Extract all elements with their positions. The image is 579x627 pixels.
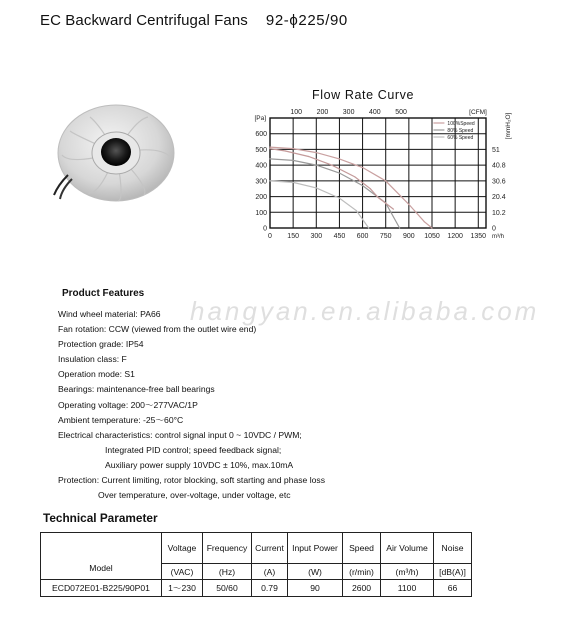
- data-point: [316, 152, 317, 153]
- data-point: [399, 227, 400, 228]
- page-title: [40, 12, 348, 29]
- series-line: [270, 159, 400, 228]
- data-point: [331, 165, 332, 166]
- table-cell: 50/60: [203, 580, 252, 597]
- series-line: [270, 149, 393, 210]
- y-tick-label: 0: [263, 225, 267, 233]
- data-point: [269, 146, 270, 147]
- features-heading: Product Features: [62, 288, 145, 299]
- column-header: Frequency: [203, 533, 252, 564]
- column-unit: (m³/h): [381, 564, 434, 580]
- x-tick-label: 300: [310, 233, 323, 240]
- y-right-axis-unit: [mmH₂O]: [505, 112, 512, 140]
- column-unit: (W): [288, 564, 343, 580]
- y-tick-label: 300: [255, 178, 267, 186]
- x-tick-label: 1050: [424, 233, 440, 240]
- chart-title: Flow Rate Curve: [312, 88, 415, 102]
- model-number: 92-ϕ225/90: [265, 12, 348, 29]
- column-header: Noise: [434, 533, 472, 564]
- y-right-tick-label: 10.2: [492, 209, 506, 217]
- data-point: [339, 198, 340, 199]
- feature-line: Protection grade: IP54: [58, 339, 144, 350]
- y-tick-label: 400: [255, 162, 267, 170]
- data-point: [308, 156, 309, 157]
- y-right-tick-label: 51: [492, 146, 500, 154]
- feature-line: Operation mode: S1: [58, 369, 135, 380]
- x-top-tick-label: 300: [342, 109, 355, 116]
- data-point: [269, 180, 270, 181]
- y-right-tick-label: 0: [492, 225, 496, 233]
- x-top-tick-label: 200: [316, 109, 329, 116]
- x-tick-label: 750: [379, 233, 392, 240]
- table-cell: 1～230: [162, 580, 203, 597]
- data-point: [362, 167, 363, 168]
- data-point: [362, 185, 363, 186]
- data-point: [339, 172, 340, 173]
- data-point: [393, 209, 394, 210]
- data-point: [385, 180, 386, 181]
- column-header: Air Volume: [381, 533, 434, 564]
- x-tick-label: 1200: [447, 233, 463, 240]
- column-header: Speed: [343, 533, 381, 564]
- data-point: [370, 188, 371, 189]
- column-unit: (Hz): [203, 564, 252, 580]
- x-top-tick-label: 400: [369, 109, 381, 116]
- column-unit: (A): [252, 564, 288, 580]
- technical-parameter-table: [40, 532, 472, 597]
- feature-line: Operating voltage: 200～277VAC/1P: [58, 399, 198, 410]
- data-point: [269, 158, 270, 159]
- flow-rate-chart: [248, 100, 516, 250]
- data-point: [354, 176, 355, 177]
- series-line: [270, 181, 369, 228]
- data-point: [285, 150, 286, 151]
- legend-label: 80% Speed: [447, 128, 474, 134]
- feature-line: Over temperature, over-voltage, under voltage, etc: [98, 490, 291, 501]
- data-point: [368, 227, 369, 228]
- y-right-tick-label: 30.6: [492, 178, 506, 186]
- x-axis-unit: m³/h: [492, 234, 504, 240]
- feature-line: Bearings: maintenance-free ball bearings: [58, 384, 215, 395]
- column-unit: (VAC): [162, 564, 203, 580]
- x-tick-label: 150: [287, 233, 299, 240]
- x-tick-label: 900: [403, 233, 415, 240]
- y-tick-label: 500: [255, 146, 267, 154]
- table-cell: 1100: [381, 580, 434, 597]
- feature-line: Wind wheel material: PA66: [58, 309, 161, 319]
- table-cell: 90: [288, 580, 343, 597]
- x-tick-label: 450: [333, 233, 346, 240]
- centrifugal-fan-image: [40, 95, 180, 235]
- features-list: [58, 307, 325, 503]
- legend-label: 60% Speed: [447, 135, 474, 141]
- technical-heading: Technical Parameter: [43, 511, 158, 525]
- table-cell: 2600: [343, 580, 381, 597]
- table-cell: 0.79: [252, 580, 288, 597]
- data-point: [356, 210, 357, 211]
- y-right-tick-label: 20.4: [492, 194, 506, 202]
- table-cell: 66: [434, 580, 472, 597]
- legend-label: 100%Speed: [447, 121, 475, 127]
- x-tick-label: 1350: [470, 233, 487, 240]
- y-tick-label: 600: [255, 131, 267, 139]
- y-tick-label: 100: [255, 209, 267, 217]
- data-point: [424, 221, 425, 222]
- data-point: [293, 148, 294, 149]
- data-point: [431, 227, 432, 228]
- x-top-tick-label: 100: [290, 109, 303, 116]
- model-header: Model: [41, 533, 162, 580]
- x-top-axis-unit: [CFM]: [469, 109, 487, 116]
- feature-line: Integrated PID control; speed feedback signal;: [105, 444, 282, 455]
- column-unit: (r/min): [343, 564, 381, 580]
- table-cell: ECD072E01-B225/90P01: [41, 580, 162, 597]
- data-point: [316, 165, 317, 166]
- title-text: EC Backward Centrifugal Fans: [40, 12, 248, 29]
- table-row: [41, 580, 472, 597]
- feature-line: Ambient temperature: -25～60°C: [58, 414, 184, 425]
- feature-line: Protection: Current limiting, rotor blocking, soft starting and phase loss: [58, 475, 326, 486]
- column-unit: [dB(A)]: [434, 564, 472, 580]
- feature-line: Auxiliary power supply 10VDC ± 10%, max.10mA: [105, 459, 294, 470]
- data-point: [339, 158, 340, 159]
- data-point: [269, 148, 270, 149]
- y-right-tick-label: 40.8: [492, 162, 506, 170]
- column-header: Input Power: [288, 533, 343, 564]
- column-header: Current: [252, 533, 288, 564]
- data-point: [377, 197, 378, 198]
- y-tick-label: 200: [255, 194, 267, 202]
- feature-line: Electrical characteristics: control signal input 0 ~ 10VDC / PWM;: [58, 429, 302, 440]
- x-tick-label: 600: [356, 233, 369, 240]
- x-top-tick-label: 500: [395, 109, 407, 116]
- data-point: [408, 204, 409, 205]
- feature-line: Insulation class: F: [58, 354, 127, 365]
- data-point: [293, 160, 294, 161]
- y-axis-unit: [Pa]: [254, 115, 266, 122]
- column-header: Voltage: [162, 533, 203, 564]
- data-point: [316, 187, 317, 188]
- x-tick-label: 0: [268, 233, 272, 240]
- data-point: [293, 182, 294, 183]
- watermark-text: hangyan.en.alibaba.com: [190, 296, 540, 326]
- feature-line: Fan rotation: CCW (viewed from the outlet wire end): [58, 324, 257, 335]
- series-line: [270, 147, 432, 228]
